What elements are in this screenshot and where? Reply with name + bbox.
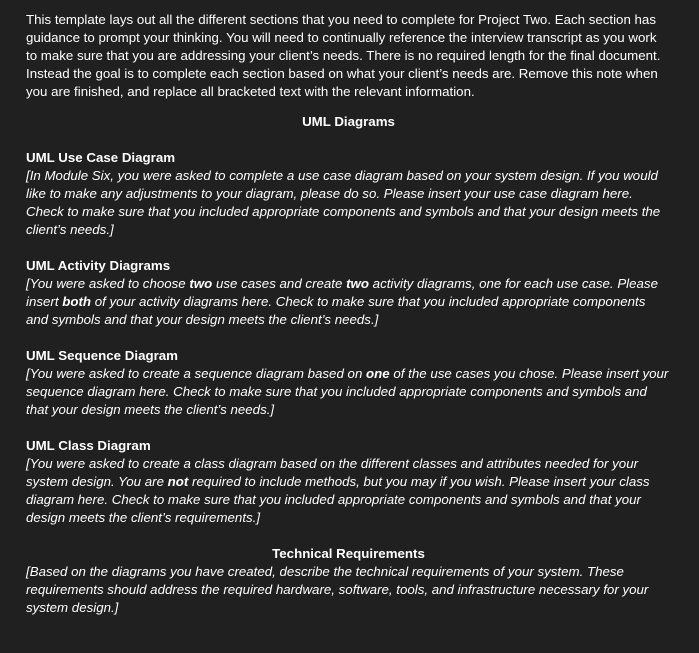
bold-run: not bbox=[167, 474, 189, 489]
bold-run: two bbox=[346, 276, 369, 291]
bold-run: one bbox=[366, 366, 390, 381]
section-body-activity bbox=[26, 275, 671, 329]
text-run: [You were asked to choose bbox=[26, 276, 190, 291]
section-body-class bbox=[26, 455, 671, 527]
section-title-class: UML Class Diagram bbox=[26, 438, 151, 453]
text-run: of the use cases you chose. Please insert your sequence diagram here. Check to make sure that you included appropriate components and symbols and that your design meets the client’s needs.] bbox=[26, 366, 669, 417]
text-run: activity diagrams, one for each use case. Please insert bbox=[26, 276, 658, 309]
section-body-sequence bbox=[26, 365, 671, 419]
activity-section bbox=[26, 257, 671, 329]
section-title-sequence: UML Sequence Diagram bbox=[26, 348, 178, 363]
text-run: of your activity diagrams here. Check to make sure that you included appropriate components and symbols and that your design meets the client’s needs.] bbox=[26, 294, 646, 327]
intro-note: This template lays out all the different sections that you need to complete for Project Two. Each section has guidance to prompt your thinking. You will need to continually reference the interview transcript as you work to make sure that you are addressing your client’s needs. There is no required length for the final document. Instead the goal is to complete each section based on what your client’s needs are. Remove this note when you are finished, and replace all bracketed text with the relevant information. bbox=[26, 12, 661, 99]
text-run: required to include methods, but you may if you wish. Please insert your class diagram here. Check to make sure that you included appropriate components and symbols and that your design meets the client’s requirements.] bbox=[26, 474, 650, 525]
technical-requirements-body: [Based on the diagrams you have created, describe the technical requirements of your system. These requirements should address the required hardware, software, tools, and infrastructure necessary for your system design.] bbox=[26, 564, 649, 615]
use-case-section bbox=[26, 149, 671, 239]
bold-run: both bbox=[62, 294, 92, 309]
uml-diagrams-heading: UML Diagrams bbox=[302, 114, 395, 129]
sequence-section bbox=[26, 347, 671, 419]
section-title-activity: UML Activity Diagrams bbox=[26, 258, 171, 273]
section-body-use-case bbox=[26, 167, 671, 239]
technical-requirements-heading: Technical Requirements bbox=[272, 546, 425, 561]
text-run: [You were asked to create a sequence diagram based on bbox=[26, 366, 367, 381]
text-run: [In Module Six, you were asked to complete a use case diagram based on your system design. If you would like to make any adjustments to your diagram, please do so. Please insert your use case diagram here. Check to make sure that you included appropriate components and symbols and that your design meets the client’s needs.] bbox=[26, 168, 661, 237]
bold-run: two bbox=[189, 276, 213, 291]
text-run: use cases and create bbox=[212, 276, 347, 291]
section-title-use-case: UML Use Case Diagram bbox=[26, 150, 176, 165]
class-section bbox=[26, 437, 671, 527]
text-run: [You were asked to create a class diagram based on the different classes and attributes needed for your system design. You are bbox=[26, 456, 639, 489]
